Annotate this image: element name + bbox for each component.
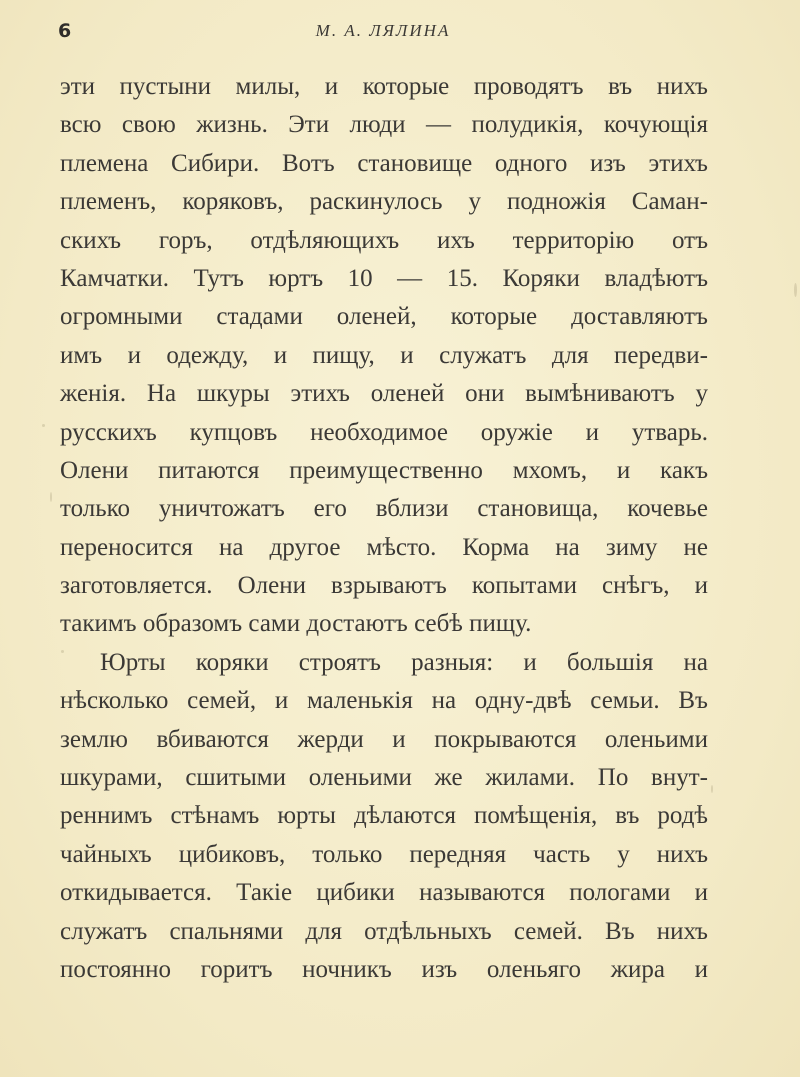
text-line: такимъ образомъ сами достаютъ себѣ пищу. [60, 610, 532, 638]
text-line: племенъ, коряковъ, раскинулось у подножія Саман- [60, 188, 708, 216]
text-line: землю вбиваются жерди и покрываются оленьими [60, 725, 708, 753]
text-line: Олени питаются преимущественно мхомъ, и какъ [60, 456, 708, 484]
text-line: реннимъ стѣнамъ юрты дѣлаются помѣщенія, въ родѣ [60, 802, 708, 830]
running-head: М. А. ЛЯЛИНА [315, 21, 451, 40]
text-line: огромными стадами оленей, которые доставляютъ [60, 303, 708, 331]
page-header [58, 20, 708, 46]
text-line: скихъ горъ, отдѣляющихъ ихъ территорію отъ [60, 226, 708, 254]
text-line: женія. На шкуры этихъ оленей они вымѣниваютъ у [60, 380, 708, 408]
text-line: всю свою жизнь. Эти люди — полудикія, кочующія [60, 111, 708, 139]
text-line: нѣсколько семей, и маленькія на одну-двѣ семьи. Въ [60, 687, 708, 715]
text-line: только уничтожатъ его вблизи становища, кочевье [60, 495, 708, 523]
text-line: служатъ спальнями для отдѣльныхъ семей. Въ нихъ [60, 917, 708, 945]
page-number: 6 [58, 20, 72, 42]
paper-speck [61, 650, 64, 653]
text-line: чайныхъ цибиковъ, только передняя часть у нихъ [60, 840, 708, 868]
text-line: имъ и одежду, и пищу, и служатъ для передви- [60, 341, 708, 369]
text-line: племена Сибири. Вотъ становище одного изъ этихъ [60, 149, 708, 177]
text-line: постоянно горитъ ночникъ изъ оленьяго жира и [60, 955, 708, 983]
text-line: заготовляется. Олени взрываютъ копытами снѣгъ, и [60, 572, 708, 600]
paper-speck [50, 492, 52, 502]
body-text [60, 68, 708, 989]
text-line: откидывается. Такіе цибики называются пологами и [60, 879, 708, 907]
text-line: переносится на другое мѣсто. Корма на зиму не [60, 533, 708, 561]
paper-speck [794, 283, 797, 297]
text-line: эти пустыни милы, и которые проводятъ въ нихъ [60, 73, 708, 100]
paper-speck [711, 785, 713, 793]
text-line: Юрты коряки строятъ разныя: и большія на [100, 648, 708, 676]
text-line: Камчатки. Тутъ юртъ 10 — 15. Коряки владѣютъ [60, 264, 708, 292]
paper-speck [42, 424, 45, 427]
text-line: шкурами, сшитыми оленьими же жилами. По внут- [60, 764, 708, 792]
text-line: русскихъ купцовъ необходимое оружіе и утварь. [60, 418, 708, 446]
